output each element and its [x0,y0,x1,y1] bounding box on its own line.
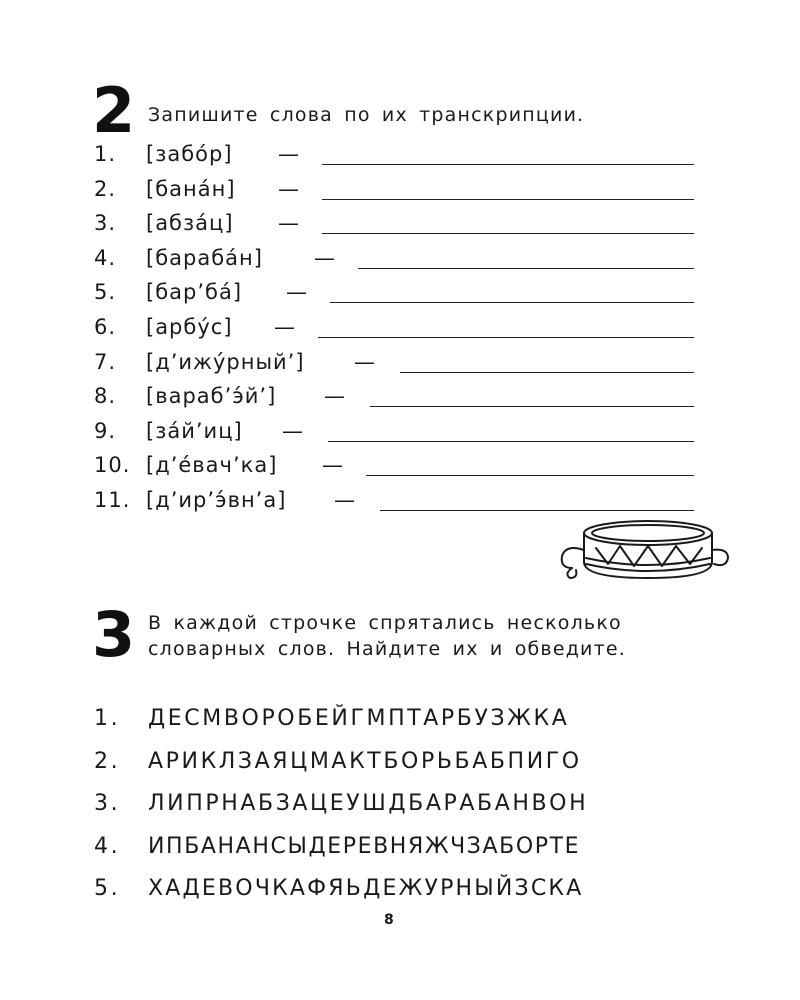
dash: — [314,245,336,270]
drum-icon [556,516,732,586]
row-number: 4. [94,833,121,859]
row-number: 2. [94,748,121,774]
answer-line[interactable] [328,441,694,442]
item-number: 11. [94,487,131,512]
item-number: 6. [94,314,117,339]
transcription: [арбу́с] [146,314,233,339]
transcription: [д’ир’э́вн’а] [146,487,287,512]
dash: — [282,418,304,443]
item-number: 3. [94,211,117,236]
dash: — [274,314,296,339]
list-item [94,787,714,830]
list-item [94,175,714,210]
list-item [94,140,714,175]
item-number: 4. [94,245,117,270]
dash: — [278,142,300,166]
answer-line[interactable] [380,510,694,511]
answer-line[interactable] [366,475,694,476]
row-number: 1. [94,706,121,731]
task-3-instruction: В каждой строчке спрятались несколько словарных слов. Найдите их и обведите. [148,612,627,660]
list-item [94,745,714,788]
item-number: 8. [94,384,117,409]
dash: — [354,349,376,374]
task-2-instruction: Запишите слова по их транскрипции. [148,104,585,126]
letter-rows [94,702,714,915]
dash: — [278,176,300,201]
answer-line[interactable] [322,164,694,165]
list-item [94,382,714,417]
list-item [94,313,714,348]
transcription: [бана́н] [146,176,236,201]
answer-line[interactable] [330,302,694,303]
dash: — [322,453,344,478]
letter-string[interactable]: АРИКЛЗАЯЦМАКТБОРЬБАБПИГО [148,748,582,774]
list-item [94,244,714,279]
transcription: [бараба́н] [146,245,263,270]
task-2-number: 2 [92,74,136,147]
transcription: [за́й’иц] [146,418,243,443]
row-number: 3. [94,791,121,817]
page-number: 8 [384,912,394,928]
answer-line[interactable] [358,268,694,269]
item-number: 9. [94,418,117,443]
item-number: 1. [94,142,117,166]
item-number: 7. [94,349,117,374]
transcription: [бар’ба́] [146,280,243,305]
letter-string[interactable]: ДЕСМВОРОБЕЙГМПТАРБУЗЖКА [148,706,570,731]
transcription: [абза́ц] [146,211,234,236]
transcription: [д’е́вач’ка] [146,453,278,478]
transcription: [вараб’э́й’] [146,384,277,409]
transcription-list [94,140,714,521]
letter-string[interactable]: ИПБАНАНСЫДЕРЕВНЯЖЧЗАБОРТЕ [148,833,581,859]
list-item [94,451,714,486]
answer-line[interactable] [400,372,694,373]
list-item [94,278,714,313]
answer-line[interactable] [322,199,694,200]
item-number: 5. [94,280,117,305]
item-number: 10. [94,453,131,478]
dash: — [286,280,308,305]
list-item [94,348,714,383]
letter-string[interactable]: ЛИПРНАБЗАЦЕУШДБАРАБАНВОН [148,791,589,817]
dash: — [324,384,346,409]
task-3-number: 3 [92,598,136,671]
list-item [94,702,714,745]
list-item [94,872,714,915]
answer-line[interactable] [322,233,694,234]
list-item [94,830,714,873]
answer-line[interactable] [370,406,694,407]
list-item [94,209,714,244]
item-number: 2. [94,176,117,201]
transcription: [забо́р] [146,142,233,166]
transcription: [д’ижу́рный’] [146,349,305,374]
letter-string[interactable]: ХАДЕВОЧКАФЯЬДЕЖУРНЫЙЗСКА [148,876,584,902]
list-item [94,417,714,452]
answer-line[interactable] [318,337,694,338]
dash: — [278,211,300,236]
dash: — [334,487,356,512]
row-number: 5. [94,876,121,902]
